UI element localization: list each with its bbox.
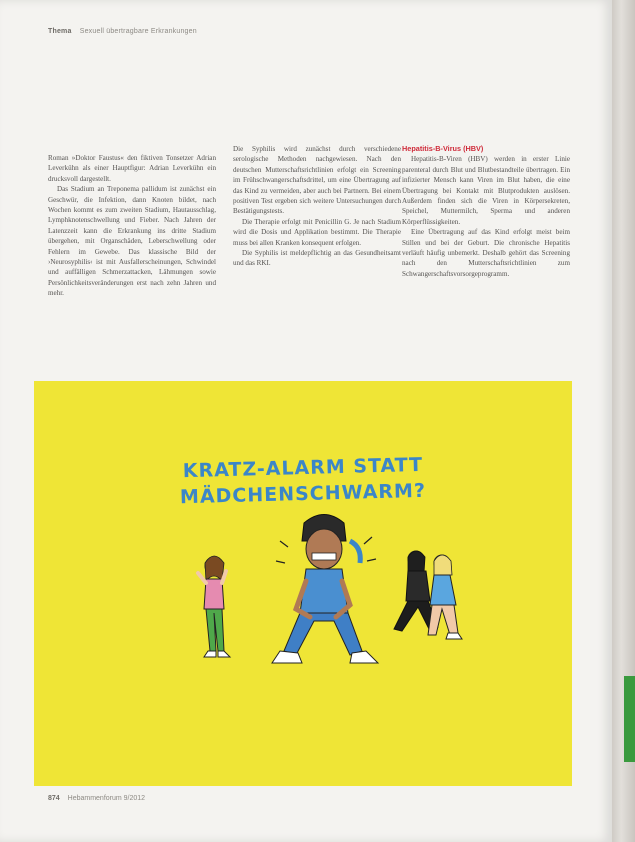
paragraph: Die Therapie erfolgt mit Penicillin G. Je nach Stadium wird die Dosis und Applikation bestimmt. Die Therapie muss bei allen Kranken konsequent erfolgen. [233, 217, 401, 247]
header-kicker: Thema [48, 28, 72, 35]
paragraph: Eine Übertragung auf das Kind erfolgt meist beim Stillen und bei der Geburt. Die chronische Hepatitis verläuft häufig unbemerkt. Deshalb gehört das Screening nach den Mutterschaftsrichtlinien zum Schwangerschaftsvorsorgeprogramm. [402, 228, 570, 278]
right-girls-figures [394, 551, 462, 639]
text-column-1 [48, 153, 216, 299]
illustration-title-line1: KRATZ-ALARM STATT [182, 453, 424, 483]
comic-illustration [184, 501, 484, 691]
page-number: 874 [48, 795, 60, 802]
left-girl-figure [198, 556, 230, 657]
paragraph: Die Syphilis wird zunächst durch verschiedene serologische Methoden nachgewiesen. Nach den deutschen Mutterschaftsrichtlinien erfolgt ein Screening im Frühschwangerschaftsdrittel, um eine Übertragung auf das Kind zu vermeiden, aber auch bei Partnern. Bei einem positiven Test ergeben sich weitere Untersuchungen durch Bestätigungstests. [233, 145, 401, 216]
scratching-boy-figure [272, 515, 378, 664]
page-footer [48, 795, 145, 802]
header-title: Sexuell übertragbare Erkrankungen [79, 28, 197, 35]
paragraph: Das Stadium an Treponema pallidum ist zunächst ein Geschwür, die Infektion, dann Knoten bildet, nach Wochen kommt es zum zweiten Stadium, Hautausschlag, Lymphknotenschwellung und Fieber. Nach Jahren der Latenzzeit kann die Erkrankung ins dritte Stadium übergehen, mit Organschäden, Leberschwellung oder Fehlern im Gewebe. Das klassische Bild der ›Neurosyphilis‹ ist mit Ausfallerscheinungen, Schwindel und auffälligen Schmerzattacken, Lähmungen sowie Persönlichkeitsveränderungen erst nach zehn Jahren und mehr. [48, 185, 216, 298]
paragraph: Die Syphilis ist meldepflichtig an das Gesundheitsamt und das RKI. [233, 249, 401, 268]
magazine-name: Hebammenforum 9/2012 [67, 795, 146, 802]
text-column-3 [402, 144, 570, 279]
section-subhead: Hepatitis-B-Virus (HBV) [402, 144, 484, 153]
section-tab [624, 676, 635, 762]
running-header [48, 28, 197, 35]
illustration-panel [34, 381, 572, 786]
illustration-title-line2: MÄDCHENSCHWARM? [179, 479, 427, 509]
paragraph: Roman »Doktor Faustus« den fiktiven Tonsetzer Adrian Leverkühn als einer Hauptfigur: Adrian Leverkühn ein drucksvoll dargestellt. [48, 154, 216, 183]
paragraph: Hepatitis-B-Viren (HBV) werden in erster Linie parenteral durch Blut und Blutbestandteile übertragen. Ein infizierter Mensch kann Viren im Blut haben, die eine Übertragung bei Kontakt mit Blutprodukten auslösen. Außerdem finden sich die Viren in Körpersekreten, Speichel, Muttermilch, Sperma und anderen Körperflüssigkeiten. [402, 155, 570, 226]
text-column-2 [233, 144, 401, 269]
